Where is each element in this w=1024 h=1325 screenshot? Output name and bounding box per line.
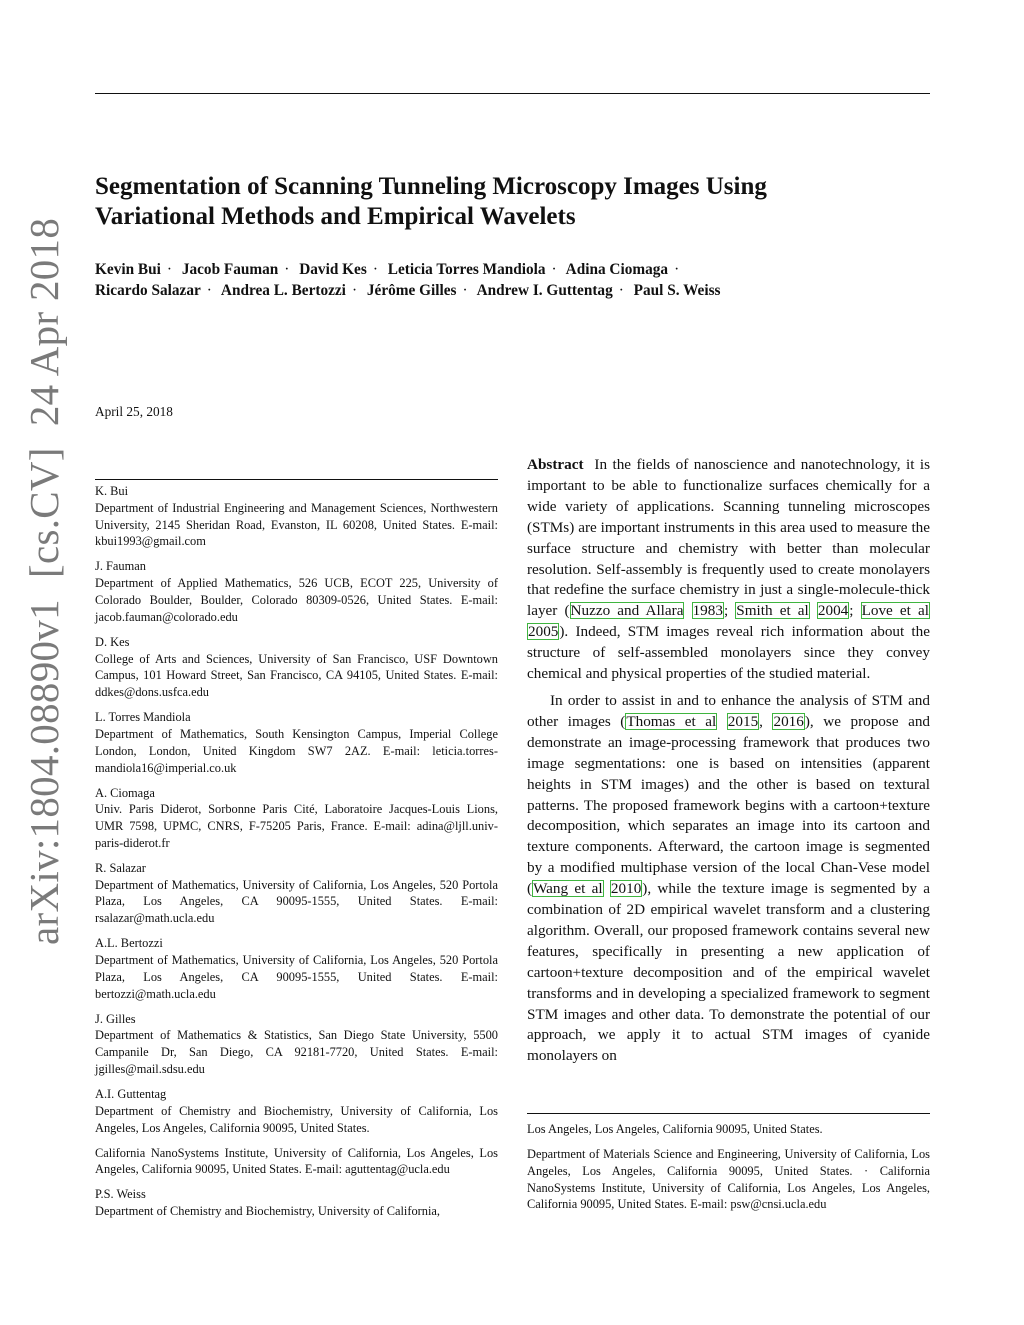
author: Adina Ciomaga bbox=[565, 261, 669, 278]
author: David Kes bbox=[299, 261, 367, 278]
citation-year-link[interactable]: 2010 bbox=[610, 880, 642, 898]
citation-separator: ; bbox=[849, 602, 861, 620]
affiliations bbox=[95, 483, 498, 1228]
affiliation bbox=[95, 1086, 498, 1136]
affiliation bbox=[95, 709, 498, 776]
footnote: Department of Materials Science and Engineering, University of California, Los Angeles, Los Angeles, California 90095, United States. · California NanoSystems Institute, University of California, Los Angeles, Los Angeles, California 90095, United States. E-mail: psw@cnsi.ucla.edu bbox=[527, 1147, 930, 1212]
abstract-paragraph-2 bbox=[527, 691, 930, 1067]
abstract-text: In order to assist in and to enhance the analysis of STM and other images ( bbox=[527, 691, 930, 730]
author: Leticia Torres Mandiola bbox=[387, 261, 546, 278]
affiliation-text: Department of Mathematics & Statistics, San Diego State University, 5500 Campanile Dr, San Diego, CA 92181-7720, United States. E-mail: jgilles@mail.sdsu.edu bbox=[95, 1028, 498, 1077]
abstract-text: In the fields of nanoscience and nanotechnology, it is important to be able to functionalize surfaces chemically for a wide variety of applications. Scanning tunneling microscopes (STMs) are important instruments in this area used to measure the surface structure and chemistry with better than molecular resolution. Self-assembly is frequently used to create monolayers that redefine the surface chemistry in just a single-molecule-thick layer ( bbox=[527, 456, 930, 620]
affiliation-text: Department of Chemistry and Biochemistry, University of California, bbox=[95, 1204, 441, 1219]
footnote-rule bbox=[527, 1113, 930, 1114]
affiliation-text: Department of Applied Mathematics, 526 UCB, ECOT 225, University of Colorado Boulder, Boulder, Colorado 80309-0526, United States. E-mail: jacob.fauman@colorado.edu bbox=[95, 576, 498, 624]
citation-year-link[interactable]: 2004 bbox=[817, 602, 849, 620]
affiliation bbox=[95, 1186, 498, 1220]
affiliation bbox=[95, 1145, 498, 1179]
affiliation-text: Department of Mathematics, University of California, Los Angeles, 520 Portola Plaza, Los Angeles, CA 90095-1555, United States. E-mail: bertozzi@math.ucla.edu bbox=[95, 953, 498, 1001]
citation-link[interactable]: Wang et al bbox=[533, 880, 603, 898]
author: Andrea L. Bertozzi bbox=[220, 282, 346, 299]
citation-separator: , bbox=[759, 712, 773, 730]
citation-year-link[interactable]: 2015 bbox=[727, 712, 759, 730]
affiliation-name: K. Bui bbox=[95, 484, 129, 498]
affiliation-name: A.L. Bertozzi bbox=[95, 936, 163, 951]
affiliation bbox=[95, 1011, 498, 1078]
citation-link[interactable]: Smith et al bbox=[736, 602, 809, 620]
affiliation-name: A. Ciomaga bbox=[95, 785, 155, 800]
citation-year-link[interactable]: 2005 bbox=[528, 623, 559, 641]
arxiv-id: arXiv:1804.08890v1 [cs.CV] 24 Apr 2018 bbox=[21, 217, 67, 945]
citation-year-link[interactable]: 2016 bbox=[773, 712, 804, 730]
abstract-text: ), while the texture image is segmented by a combination of 2D empirical wavelet transform and a clustering algorithm. Overall, our proposed framework contains several new features, specifically in presenting a new application of cartoon+texture decomposition and of the empirical wavelet transforms and in developing a specialized framework to segment STM images and other data. To demonstrate the potential of our approach, we apply it to actual STM images of cyanide monolayers on bbox=[527, 880, 931, 1065]
affiliation-name: D. Kes bbox=[95, 634, 130, 649]
citation-separator: ; bbox=[723, 602, 736, 620]
abstract-label: Abstract bbox=[527, 456, 584, 473]
affiliation-text: Department of Mathematics, South Kensington Campus, Imperial College London, London, United Kingdom SW7 2AZ. E-mail: leticia.torres-mandiola16@imperial.co.uk bbox=[95, 726, 498, 775]
affiliation-name: L. Torres Mandiola bbox=[95, 710, 191, 725]
affiliation bbox=[95, 634, 498, 701]
abstract-paragraph-1 bbox=[527, 455, 930, 685]
author-list: Kevin Bui · Jacob Fauman · David Kes · Leticia Torres Mandiola · Adina Ciomaga · Ricardo Salazar · Andrea L. Bertozzi · Jérôme Gilles · Andrew I. Guttentag · Paul S. Weiss bbox=[95, 261, 721, 299]
author: Ricardo Salazar bbox=[95, 282, 201, 299]
affiliation bbox=[95, 860, 498, 927]
affiliation-name: A.I. Guttentag bbox=[95, 1087, 167, 1101]
affiliation-name: J. Fauman bbox=[95, 559, 146, 574]
affiliation-text: Department of Chemistry and Biochemistry, University of California, Los Angeles, Los Angeles, California 90095, United States. bbox=[95, 1103, 498, 1135]
affiliation-name: P.S. Weiss bbox=[95, 1187, 146, 1202]
affiliation-text: College of Arts and Sciences, University of San Francisco, USF Downtown Campus, 101 Howard Street, San Francisco, CA 94105, United States. E-mail: ddkes@dons.usfca.edu bbox=[95, 651, 498, 700]
affiliation-text: California NanoSystems Institute, University of California, Los Angeles, Los Angeles, California 90095, United States. E-mail: aguttentag@ucla.edu bbox=[95, 1145, 498, 1177]
affiliations-rule bbox=[95, 479, 498, 480]
author: Kevin Bui bbox=[95, 261, 161, 278]
affiliation-text: Department of Industrial Engineering and Management Sciences, Northwestern University, 2145 Sheridan Road, Evanston, IL 60208, United States. E-mail: kbui1993@gmail.com bbox=[95, 500, 498, 549]
footnote: Los Angeles, Los Angeles, California 90095, United States. bbox=[527, 1122, 823, 1136]
affiliation bbox=[95, 785, 498, 852]
affiliation-text: Univ. Paris Diderot, Sorbonne Paris Cité, Laboratoire Jacques-Louis Lions, UMR 7598, UPMC, CNRS, F-75205 Paris, France. E-mail: adina@ljll.univ-paris-diderot.fr bbox=[95, 802, 498, 850]
affiliation bbox=[95, 483, 498, 550]
arxiv-stamp bbox=[21, 217, 67, 945]
author: Andrew I. Guttentag bbox=[476, 282, 613, 299]
affiliation-text: Department of Mathematics, University of California, Los Angeles, 520 Portola Plaza, Los Angeles, CA 90095-1555, United States. E-mail: rsalazar@math.ucla.edu bbox=[95, 877, 498, 926]
author: Jacob Fauman bbox=[181, 261, 279, 278]
title-line-2: Variational Methods and Empirical Wavelets bbox=[95, 203, 576, 230]
affiliation bbox=[95, 558, 498, 625]
author: Paul S. Weiss bbox=[633, 282, 721, 299]
affiliation-name: R. Salazar bbox=[95, 860, 146, 875]
affiliation-name: J. Gilles bbox=[95, 1011, 136, 1026]
citation-year-link[interactable]: 1983 bbox=[692, 602, 723, 620]
abstract-text: ), we propose and demonstrate an image-processing framework that produces two image segmentations: one is based on intensities (apparent heights in STM images) and the other is based on textural patterns. The proposed framework begins with a cartoon+texture decomposition, which separates an image into its cartoon and texture components. Afterward, the cartoon image is segmented by a modified multiphase version of the local Chan-Vese model ( bbox=[527, 712, 931, 898]
publication-date: April 25, 2018 bbox=[95, 404, 173, 419]
abstract-column bbox=[527, 455, 930, 1067]
author: Jérôme Gilles bbox=[366, 282, 457, 299]
title-line-1: Segmentation of Scanning Tunneling Microscopy Images Using bbox=[95, 173, 767, 200]
paper-title bbox=[95, 172, 895, 232]
top-rule bbox=[95, 93, 930, 94]
abstract-text: ). Indeed, STM images reveal rich information about the structure of self-assembled monolayers since they convey chemical and physical properties of the studied material. bbox=[527, 623, 930, 683]
citation-link[interactable]: Love et al bbox=[861, 602, 929, 620]
citation-link[interactable]: Thomas et al bbox=[626, 712, 717, 730]
affiliation bbox=[95, 935, 498, 1002]
citation-link[interactable]: Nuzzo and Allara bbox=[570, 602, 684, 620]
